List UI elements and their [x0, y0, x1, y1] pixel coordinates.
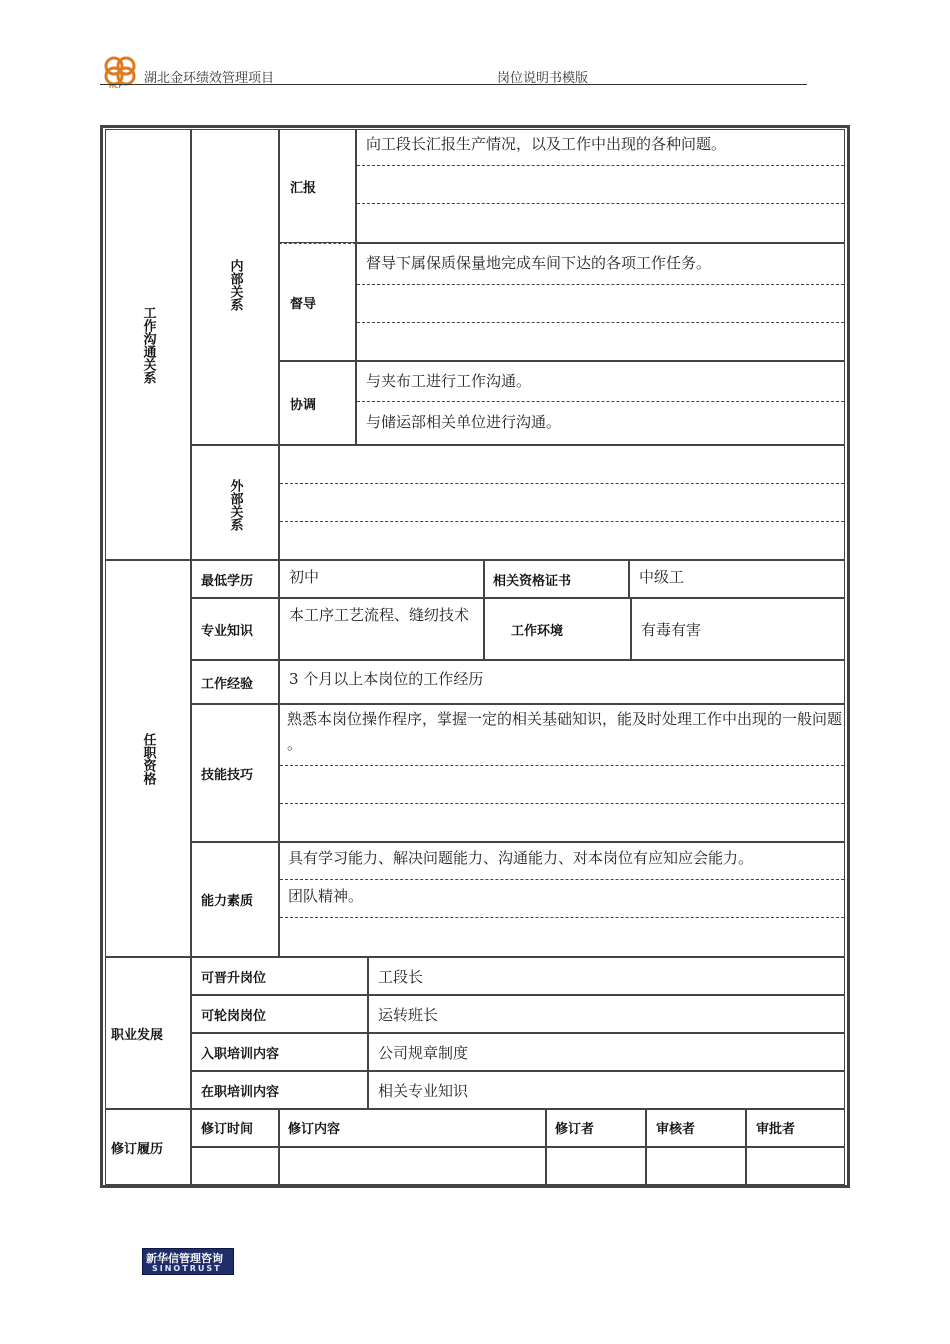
revision-header-reviser: 修订者 [546, 1109, 646, 1147]
report-label: 汇报 [279, 129, 356, 243]
revision-header-approver: 审批者 [746, 1109, 845, 1147]
footer-brand-logo [142, 1248, 234, 1275]
section-career-label: 职业发展 [105, 957, 191, 1109]
external-relations-label: 外部关系 [227, 479, 243, 531]
certificate-value: 中级工 [629, 560, 845, 598]
section-qualification-label: 任职资格 [105, 560, 191, 957]
coordinate-dash-1 [357, 401, 844, 402]
experience-label: 工作经验 [191, 660, 279, 704]
company-logo [100, 52, 140, 92]
skills-dash-1 [280, 765, 844, 766]
certificate-label: 相关资格证书 [484, 560, 629, 598]
header-document-title: 岗位说明书模版 [497, 71, 589, 86]
internal-relations-label: 内部关系 [227, 259, 243, 311]
career-label-onboarding: 入职培训内容 [191, 1033, 368, 1071]
external-relations-content [279, 445, 845, 560]
ability-label: 能力素质 [191, 842, 279, 957]
revision-cell-time [191, 1147, 279, 1185]
revision-header-reviewer: 审核者 [646, 1109, 746, 1147]
revision-cell-reviewer [646, 1147, 746, 1185]
ability-dash-1 [280, 879, 844, 880]
revision-header-time: 修订时间 [191, 1109, 279, 1147]
career-label-rotation: 可轮岗岗位 [191, 995, 368, 1033]
section-communication-label: 工作沟通关系 [105, 129, 191, 560]
external-dash-2 [280, 521, 844, 522]
ability-line-1: 具有学习能力、解决问题能力、沟通能力、对本岗位有应知应会能力。 [288, 849, 754, 867]
career-label-promotion: 可晋升岗位 [191, 957, 368, 995]
environment-value: 有毒有害 [631, 598, 845, 660]
report-line-1: 向工段长汇报生产情况，以及工作中出现的各种问题。 [366, 135, 727, 153]
career-value-rotation: 运转班长 [368, 995, 845, 1033]
footer-brand-en: SINOTRUST [152, 1264, 222, 1273]
external-dash-1 [280, 483, 844, 484]
skills-dash-2 [280, 803, 844, 804]
skills-value: 熟悉本岗位操作程序，掌握一定的相关基础知识，能及时处理工作中出现的一般问题 。 [287, 710, 843, 753]
skills-label: 技能技巧 [191, 704, 279, 842]
knowledge-value: 本工序工艺流程、缝纫技术 [279, 598, 484, 660]
revision-cell-content [279, 1147, 546, 1185]
logo-text: HCF [109, 83, 123, 90]
education-value: 初中 [279, 560, 484, 598]
environment-label: 工作环境 [484, 598, 631, 660]
supervise-dash-2 [357, 322, 844, 323]
revision-cell-approver [746, 1147, 845, 1185]
supervise-line-1: 督导下属保质保量地完成车间下达的各项工作任务。 [366, 254, 712, 272]
career-label-training: 在职培训内容 [191, 1071, 368, 1109]
ability-line-2: 团队精神。 [288, 887, 364, 905]
revision-header-content: 修订内容 [279, 1109, 546, 1147]
report-dash-1 [357, 165, 844, 166]
career-value-onboarding: 公司规章制度 [368, 1033, 845, 1071]
header-project-title: 湖北金环绩效管理项目 [144, 71, 275, 86]
report-dash-2 [357, 203, 844, 204]
knowledge-label: 专业知识 [191, 598, 279, 660]
career-value-training: 相关专业知识 [368, 1071, 845, 1109]
coordinate-line-1: 与夹布工进行工作沟通。 [366, 372, 532, 390]
supervise-label: 督导 [279, 243, 356, 361]
coordinate-line-2: 与储运部相关单位进行沟通。 [366, 413, 562, 431]
experience-value: 3 个月以上本岗位的工作经历 [279, 660, 845, 704]
coordinate-label: 协调 [279, 361, 356, 445]
education-label: 最低学历 [191, 560, 279, 598]
revision-cell-reviser [546, 1147, 646, 1185]
ability-dash-2 [280, 917, 844, 918]
supervise-dash-1 [357, 284, 844, 285]
footer-brand-cn: 新华信管理咨询 [146, 1252, 223, 1265]
career-value-promotion: 工段长 [368, 957, 845, 995]
header-divider [100, 84, 807, 85]
section-revision-label: 修订履历 [105, 1109, 191, 1185]
